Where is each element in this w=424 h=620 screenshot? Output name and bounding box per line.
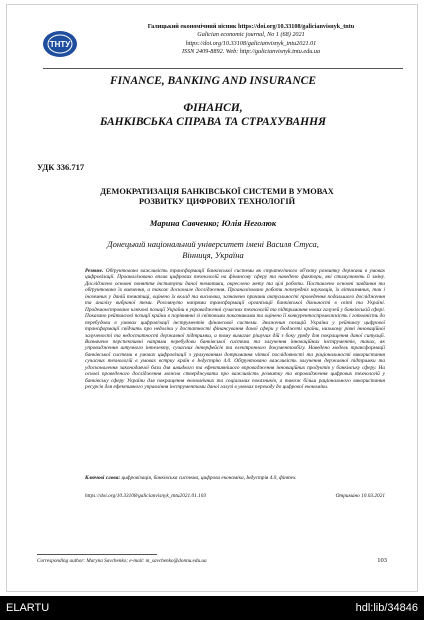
page-footer (37, 558, 387, 564)
abstract-label: Резюме. (85, 268, 104, 274)
header-divider (43, 68, 403, 69)
section-title-en: FINANCE, BANKING AND INSURANCE (110, 75, 316, 87)
journal-logo (42, 29, 78, 59)
journal-name: Галицький економічний вісник https://doi.org/10.33108/galicianvisnyk_tntu (147, 23, 355, 30)
affiliation-line1: Донецький національний університет імені Василя Стуса, (107, 239, 319, 249)
authors: Марина Савченко; Юлія Неголюк (149, 218, 277, 228)
section-title-ua (7, 101, 419, 129)
logo-text: ТНТУ (49, 40, 71, 49)
section-title-ua-line1: ФІНАНСИ, (183, 102, 243, 114)
abstract (85, 268, 385, 391)
repository-name: ELARTU (6, 602, 50, 614)
journal-info (86, 23, 416, 56)
udc-code: УДК 336.717 (37, 162, 85, 172)
journal-issue: Galician economic journal, No 1 (68) 2021 (197, 31, 305, 39)
affiliation-line2: Вінниця, Україна (182, 250, 244, 260)
repository-handle[interactable]: hdl:lib/34846 (355, 602, 418, 614)
page-number: 103 (377, 557, 387, 564)
article-doi-row (85, 493, 385, 499)
affiliation (7, 239, 419, 261)
article-doi-link[interactable]: https://doi.org/10.33108/galicianvisnyk_tntu2021.01.103 (85, 493, 207, 499)
journal-doi: https://doi.org/10.33108/galicianvisnyk_tntu2021.01 (185, 39, 317, 47)
article-title-line2: РОЗВИТКУ ЦИФРОВИХ ТЕХНОЛОГІЙ (138, 197, 296, 206)
article-title-line1: ДЕМОКРАТИЗАЦІЯ БАНКІВСЬКОЇ СИСТЕМИ В УМОВАХ (100, 187, 334, 196)
corresponding-author: Corresponding author: Maryna Savchenko; e-mail: m_savchenko@donnu.edu.ua (37, 558, 207, 564)
abstract-text: Обґрунтовано важливість трансформації банківської системи як стратегічного об'єкту розвитку держави в умовах цифровізації. Проаналізовано вплив цифрових технологій на фінансову сферу та наведено фактори, які стимулюють її зміну. Досліджено основні поняття інститути даної тематики, окреслено мету та цілі роботи. Поставлено основні завдання та обґрунтовано їх вивчення, а також досконале дослідження. Проаналізовано роботи попередніх науковців, їх вітчизняних, так і іноземних у даній тематиці, оцінено їх вклад та висновки, зазначено причини актуальності проведення подальшого дослідження та аналізу вибраної теми. Розглянуто напрями трансформації організації банківської діяльності в світі та Україні. Продемонстровано ключові позиції України в упровадженні сучасних технологій та підтримання нових галузей у банківській сфері. Показано рейтингові позиції країни в порівнянні зі світовими показниками та оцінено її конкурентоспроможність і готовність до перебудови в умовах цифровізації інструментів фінансової системи. Знижения позицій України у рейтингу цифрової трансформації свідчить про недоліки у достатності фінансування даної сфери у бюджеті країни, низькому рівні інноваційної залученості та недостатності державної підтримки, а тому вимагає рішучих дій з боку уряду для покращення даної ситуації. Визначено перспективні напрями перебудови банківської системи та залучення інноваційних інструментів, таких, як упровадження штучного інтелекту, сучасних інтерфейсів та електронного документообігу. Наведено модель трансформації банківської системи в умовах цифровізації з урахуванням дотримання чіткої послідовності та раціональності використання сучасних технологій в умовах встрку країн в Індустрію 4.0. Обґрунтовано важливість залучення державної підтримки та удосконалення законодавчої бази для швидкого та ефективнішого впровадження інноваційних продуктів у банківську сферу. На основі проведеного дослідження можна стверджувати про важливість розвитку та впровадження цифрових технологій у банківську сферу України для покращення економічних та соціальних показників, а також більш раціонального використання ресурсів для ефективного управління інструментами даної галузі в умовах переходу до цифрової економіки. (85, 268, 386, 391)
section-title-ua-line2: БАНКІВСЬКА СПРАВА ТА СТРАХУВАННЯ (99, 116, 326, 128)
received-date: Отримано 10.03.2021 (335, 493, 385, 499)
journal-header (42, 23, 412, 73)
keywords-text: цифровізація, банківська система, цифрова економіка, Індустрія 4.0, фінтех. (121, 475, 297, 481)
repository-bar (0, 596, 424, 620)
article-title (47, 187, 387, 207)
keywords-label: Ключові слова: (85, 475, 121, 481)
paper-page (6, 4, 418, 592)
keywords (85, 475, 385, 481)
journal-issn: ISSN 2409-8892. Web: http://galicianvisnyk.tntu.edu.ua (181, 47, 321, 55)
footnote-divider (37, 554, 157, 555)
